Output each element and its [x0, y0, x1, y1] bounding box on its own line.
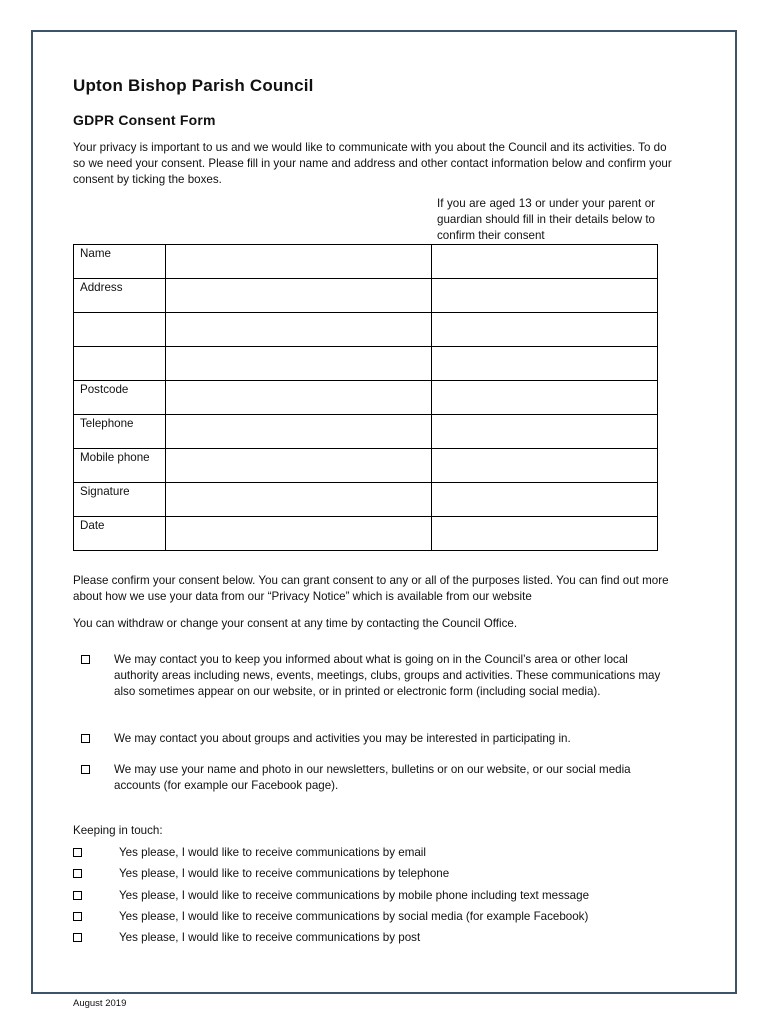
table-row	[74, 517, 658, 551]
guardian-name-field[interactable]	[432, 245, 658, 279]
table-row	[74, 245, 658, 279]
table-row	[74, 381, 658, 415]
telephone-field[interactable]	[166, 415, 432, 449]
checkbox[interactable]	[81, 765, 90, 774]
guardian-note: If you are aged 13 or under your parent or guardian should fill in their details below to confirm their consent	[437, 197, 655, 242]
checkbox[interactable]	[73, 912, 82, 921]
guardian-date-field[interactable]	[432, 517, 658, 551]
guardian-address-field-line-3[interactable]	[432, 347, 658, 381]
field-label: Telephone	[74, 415, 166, 449]
keeping-option	[73, 888, 673, 904]
table-row	[74, 279, 658, 313]
guardian-mobile-phone-field[interactable]	[432, 449, 658, 483]
keeping-option	[73, 909, 673, 925]
field-label: Postcode	[74, 381, 166, 415]
keeping-option-text: Yes please, I would like to receive communications by mobile phone including text message	[119, 889, 590, 902]
address-field-line-1[interactable]	[166, 279, 432, 313]
keeping-option	[73, 930, 673, 946]
field-label	[74, 347, 166, 381]
keeping-option-text: Yes please, I would like to receive communications by telephone	[119, 867, 450, 880]
table-row	[74, 415, 658, 449]
footer-date: August 2019	[73, 998, 127, 1009]
keeping-option	[73, 866, 673, 882]
guardian-address-field-line-1[interactable]	[432, 279, 658, 313]
postcode-field[interactable]	[166, 381, 432, 415]
field-label: Address	[74, 279, 166, 313]
intro-paragraph: Your privacy is important to us and we would like to communicate with you about the Council and its activities. To do so we need your consent. Please fill in your name and address and other contact information below and confirm your consent by ticking the boxes.	[73, 141, 672, 186]
checkbox[interactable]	[73, 848, 82, 857]
address-field-line-3[interactable]	[166, 347, 432, 381]
keeping-option-text: Yes please, I would like to receive communications by social media (for example Facebook)	[119, 910, 589, 923]
checkbox[interactable]	[73, 891, 82, 900]
guardian-postcode-field[interactable]	[432, 381, 658, 415]
signature-field[interactable]	[166, 483, 432, 517]
form-subtitle: GDPR Consent Form	[73, 112, 216, 128]
field-label: Date	[74, 517, 166, 551]
details-table	[73, 244, 658, 551]
checkbox[interactable]	[81, 655, 90, 664]
keeping-option-text: Yes please, I would like to receive communications by email	[119, 846, 426, 859]
checkbox[interactable]	[73, 933, 82, 942]
field-label: Mobile phone	[74, 449, 166, 483]
table-row	[74, 449, 658, 483]
consent-option-text: We may contact you to keep you informed about what is going on in the Council’s area or other local authority areas including news, events, meetings, clubs, groups and activities. These communications may also sometimes appear on our website, or in printed or electronic form (including social media).	[114, 653, 661, 698]
field-label: Signature	[74, 483, 166, 517]
consent-option-text: We may contact you about groups and activities you may be interested in participating in.	[114, 732, 571, 745]
keeping-option-text: Yes please, I would like to receive communications by post	[119, 931, 421, 944]
checkbox[interactable]	[73, 869, 82, 878]
consent-intro: Please confirm your consent below. You can grant consent to any or all of the purposes listed. You can find out more about how we use your data from our “Privacy Notice” which is available from our website	[73, 574, 669, 603]
table-row	[74, 483, 658, 517]
consent-option	[81, 762, 671, 794]
address-field-line-2[interactable]	[166, 313, 432, 347]
guardian-telephone-field[interactable]	[432, 415, 658, 449]
keeping-option	[73, 845, 673, 861]
field-label	[74, 313, 166, 347]
guardian-signature-field[interactable]	[432, 483, 658, 517]
withdraw-text: You can withdraw or change your consent at any time by contacting the Council Office.	[73, 617, 518, 630]
consent-option-text: We may use your name and photo in our newsletters, bulletins or on our website, or our social media accounts (for example our Facebook page).	[114, 763, 631, 792]
name-field[interactable]	[166, 245, 432, 279]
guardian-address-field-line-2[interactable]	[432, 313, 658, 347]
checkbox[interactable]	[81, 734, 90, 743]
table-row	[74, 347, 658, 381]
field-label: Name	[74, 245, 166, 279]
page-title: Upton Bishop Parish Council	[73, 76, 314, 95]
date-field[interactable]	[166, 517, 432, 551]
keeping-in-touch-heading: Keeping in touch:	[73, 824, 163, 837]
mobile-phone-field[interactable]	[166, 449, 432, 483]
table-row	[74, 313, 658, 347]
consent-option	[81, 652, 671, 716]
consent-option	[81, 731, 671, 747]
